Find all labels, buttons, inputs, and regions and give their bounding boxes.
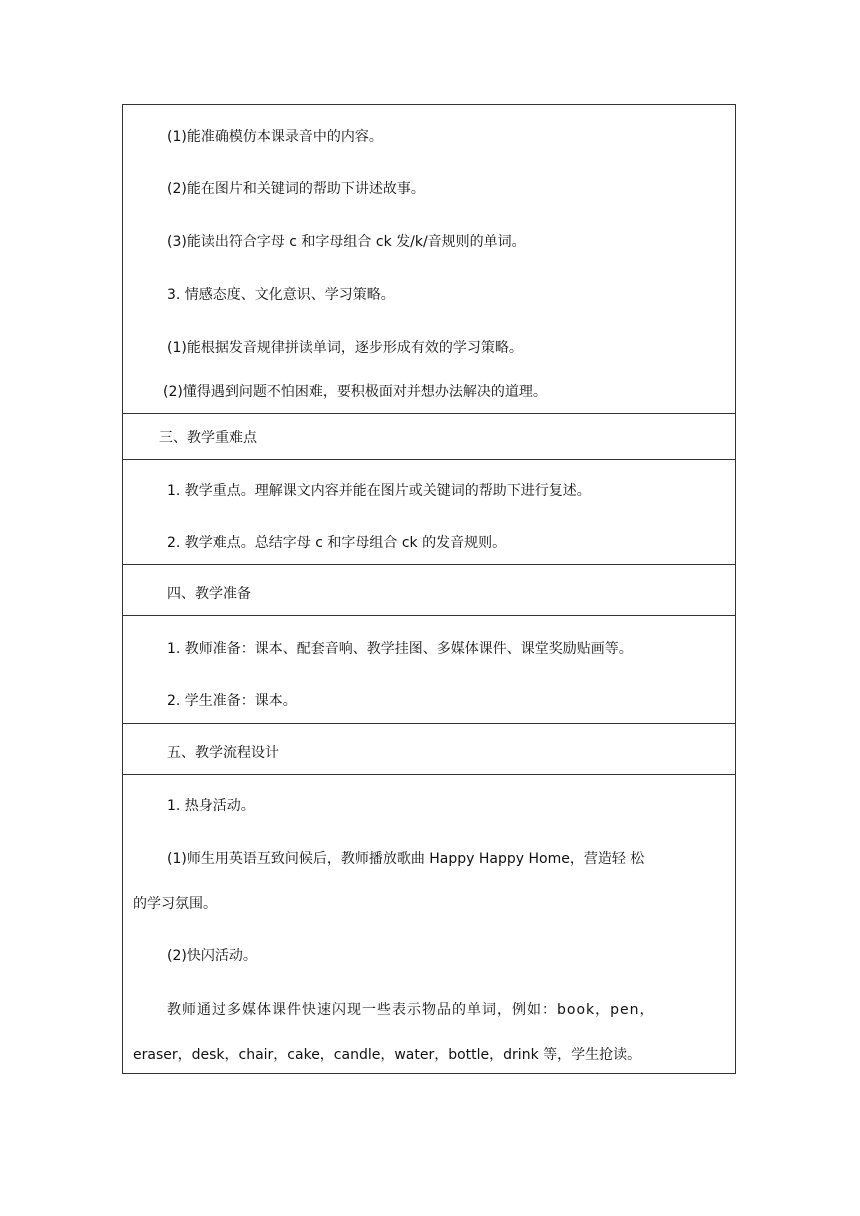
objective-line-2: (2)能在图片和关键词的帮助下讲述故事。 <box>167 181 425 197</box>
objective-line-3: (3)能读出符合字母 c 和字母组合 ck 发/k/音规则的单词。 <box>167 234 526 250</box>
section-title-preparation: 四、教学准备 <box>167 586 251 602</box>
section-title-key-points: 三、教学重难点 <box>159 430 257 446</box>
key-point-item-2: 2. 教学难点。总结字母 c 和字母组合 ck 的发音规则。 <box>167 535 507 551</box>
row-divider <box>123 774 735 775</box>
row-divider <box>123 615 735 616</box>
objective-line-1: (1)能准确模仿本课录音中的内容。 <box>167 129 383 145</box>
objective-heading-3: 3. 情感态度、文化意识、学习策略。 <box>167 287 395 303</box>
flow-paragraph-2: (2)快闪活动。 <box>167 948 257 964</box>
flow-item-1: 1. 热身活动。 <box>167 798 255 814</box>
row-divider <box>123 723 735 724</box>
objective-line-5: (2)懂得遇到问题不怕困难，要积极面对并想办法解决的道理。 <box>163 384 547 400</box>
flow-paragraph-3-line-2: eraser，desk，chair，cake，candle，water，bottle，drink 等，学生抢读。 <box>133 1047 642 1063</box>
flow-paragraph-3-line-1: 教师通过多媒体课件快速闪现一些表示物品的单词，例如：book，pen， <box>167 1002 655 1018</box>
section-title-flow: 五、教学流程设计 <box>167 745 279 761</box>
preparation-item-1: 1. 教师准备：课本、配套音响、教学挂图、多媒体课件、课堂奖励贴画等。 <box>167 641 633 657</box>
key-point-item-1: 1. 教学重点。理解课文内容并能在图片或关键词的帮助下进行复述。 <box>167 483 591 499</box>
objective-line-4: (1)能根据发音规律拼读单词，逐步形成有效的学习策略。 <box>167 340 523 356</box>
flow-paragraph-1-line-1: (1)师生用英语互致问候后，教师播放歌曲 Happy Happy Home，营造轻 松 <box>167 851 645 867</box>
row-divider <box>123 459 735 460</box>
row-divider <box>123 564 735 565</box>
flow-paragraph-1-line-2: 的学习氛围。 <box>133 896 217 912</box>
preparation-item-2: 2. 学生准备：课本。 <box>167 693 297 709</box>
row-divider <box>123 413 735 414</box>
lesson-plan-table <box>122 104 736 1074</box>
